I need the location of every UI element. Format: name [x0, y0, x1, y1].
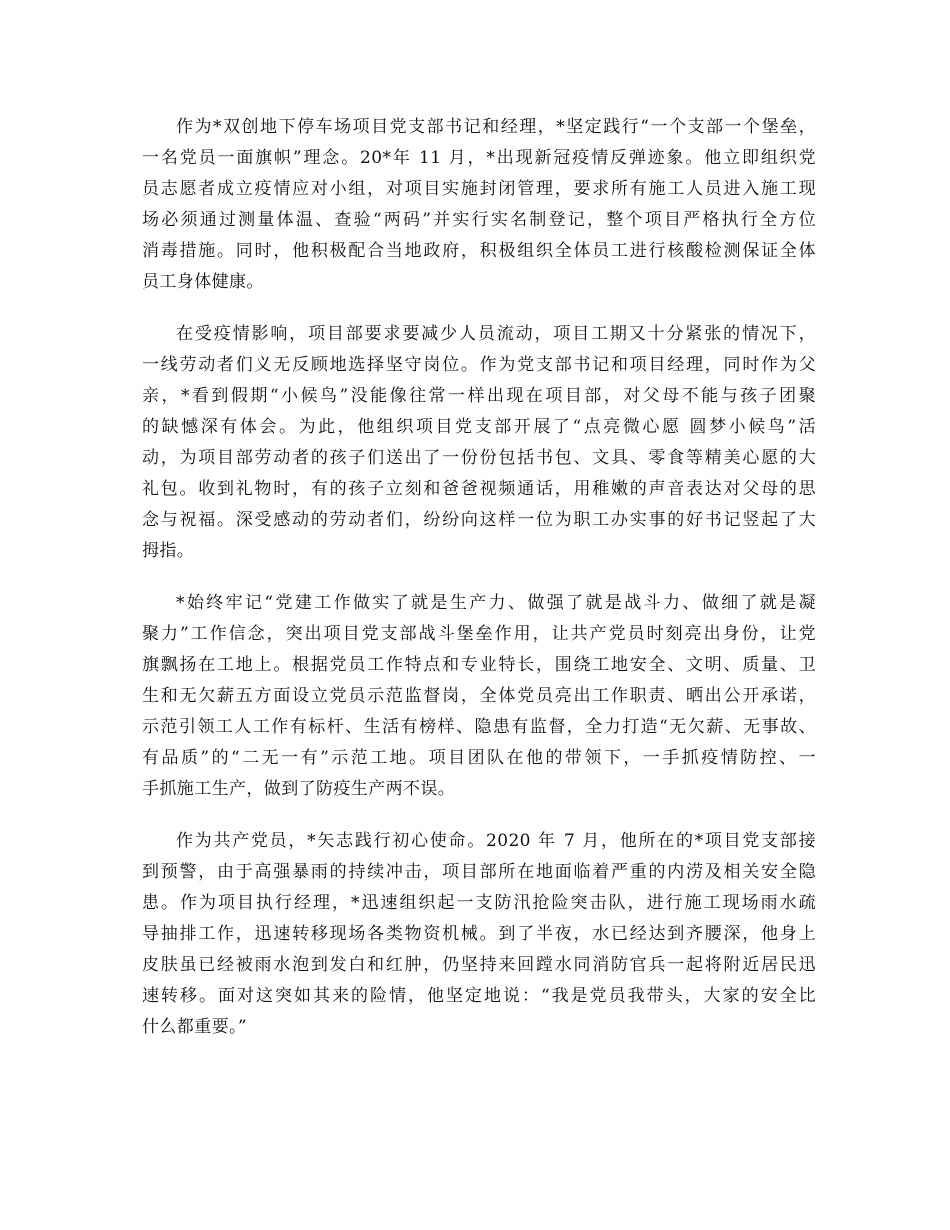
text-line: 速转移。面对这突如其来的险情，他坚定地说：“我是党员我带头，大家的安全比 [142, 986, 816, 1006]
text-line: 有品质”的“二无一有”示范工地。项目团队在他的带领下，一手抓疫情防控、一 [142, 748, 816, 768]
paragraph-2 [142, 319, 816, 567]
text-line: 旗飘扬在工地上。根据党员工作特点和专业特长，围绕工地安全、文明、质量、卫 [142, 655, 816, 675]
paragraph-1 [142, 112, 816, 298]
document-page [142, 112, 816, 1064]
text-line: 场必须通过测量体温、查验“两码”并实行实名制登记，整个项目严格执行全方位 [142, 210, 816, 230]
text-line: 手抓施工生产，做到了防疫生产两不误。 [142, 779, 456, 799]
text-line: 到预警，由于高强暴雨的持续冲击，项目部所在地面临着严重的内涝及相关安全隐 [142, 862, 816, 882]
text-line: 皮肤虽已经被雨水泡到发白和红肿，仍坚持来回蹚水同消防官兵一起将附近居民迅 [142, 955, 816, 975]
text-line: 生和无欠薪五方面设立党员示范监督岗，全体党员亮出工作职责、晒出公开承诺， [142, 686, 816, 706]
text-line: 导抽排工作，迅速转移现场各类物资机械。到了半夜，水已经达到齐腰深，他身上 [142, 924, 816, 944]
text-line: 消毒措施。同时，他积极配合当地政府，积极组织全体员工进行核酸检测保证全体 [142, 241, 816, 261]
text-line: 的缺憾深有体会。为此，他组织项目党支部开展了“点亮微心愿 圆梦小候鸟”活 [142, 417, 816, 437]
text-line: 一名党员一面旗帜”理念。20*年 11 月，*出现新冠疫情反弹迹象。他立即组织党 [142, 148, 816, 168]
text-line: 动，为项目部劳动者的孩子们送出了一份份包括书包、文具、零食等精美心愿的大 [142, 448, 816, 468]
text-line: 作为共产党员，*矢志践行初心使命。2020 年 7 月，他所在的*项目党支部接 [176, 831, 816, 851]
text-line: 拇指。 [142, 541, 195, 561]
text-line: 一线劳动者们义无反顾地选择坚守岗位。作为党支部书记和项目经理，同时作为父 [142, 355, 816, 375]
text-line: 员志愿者成立疫情应对小组，对项目实施封闭管理，要求所有施工人员进入施工现 [142, 179, 816, 199]
text-line: *始终牢记“党建工作做实了就是生产力、做强了就是战斗力、做细了就是凝 [176, 593, 816, 613]
text-line: 聚力”工作信念，突出项目党支部战斗堡垒作用，让共产党员时刻亮出身份，让党 [142, 624, 816, 644]
text-line: 患。作为项目执行经理，*迅速组织起一支防汛抢险突击队，进行施工现场雨水疏 [142, 893, 816, 913]
text-line: 亲，*看到假期“小候鸟”没能像往常一样出现在项目部，对父母不能与孩子团聚 [142, 386, 816, 406]
text-line: 在受疫情影响，项目部要求要减少人员流动，项目工期又十分紧张的情况下， [176, 324, 816, 344]
text-line: 示范引领工人工作有标杆、生活有榜样、隐患有监督，全力打造“无欠薪、无事故、 [142, 717, 816, 737]
text-line: 礼包。收到礼物时，有的孩子立刻和爸爸视频通话，用稚嫩的声音表达对父母的思 [142, 479, 816, 499]
paragraph-4 [142, 826, 816, 1043]
paragraph-3 [142, 588, 816, 805]
text-line: 员工身体健康。 [142, 272, 264, 292]
text-line: 念与祝福。深受感动的劳动者们，纷纷向这样一位为职工办实事的好书记竖起了大 [142, 510, 816, 530]
text-line: 作为*双创地下停车场项目党支部书记和经理，*坚定践行“一个支部一个堡垒， [176, 117, 816, 137]
text-line: 什么都重要。” [142, 1017, 247, 1037]
